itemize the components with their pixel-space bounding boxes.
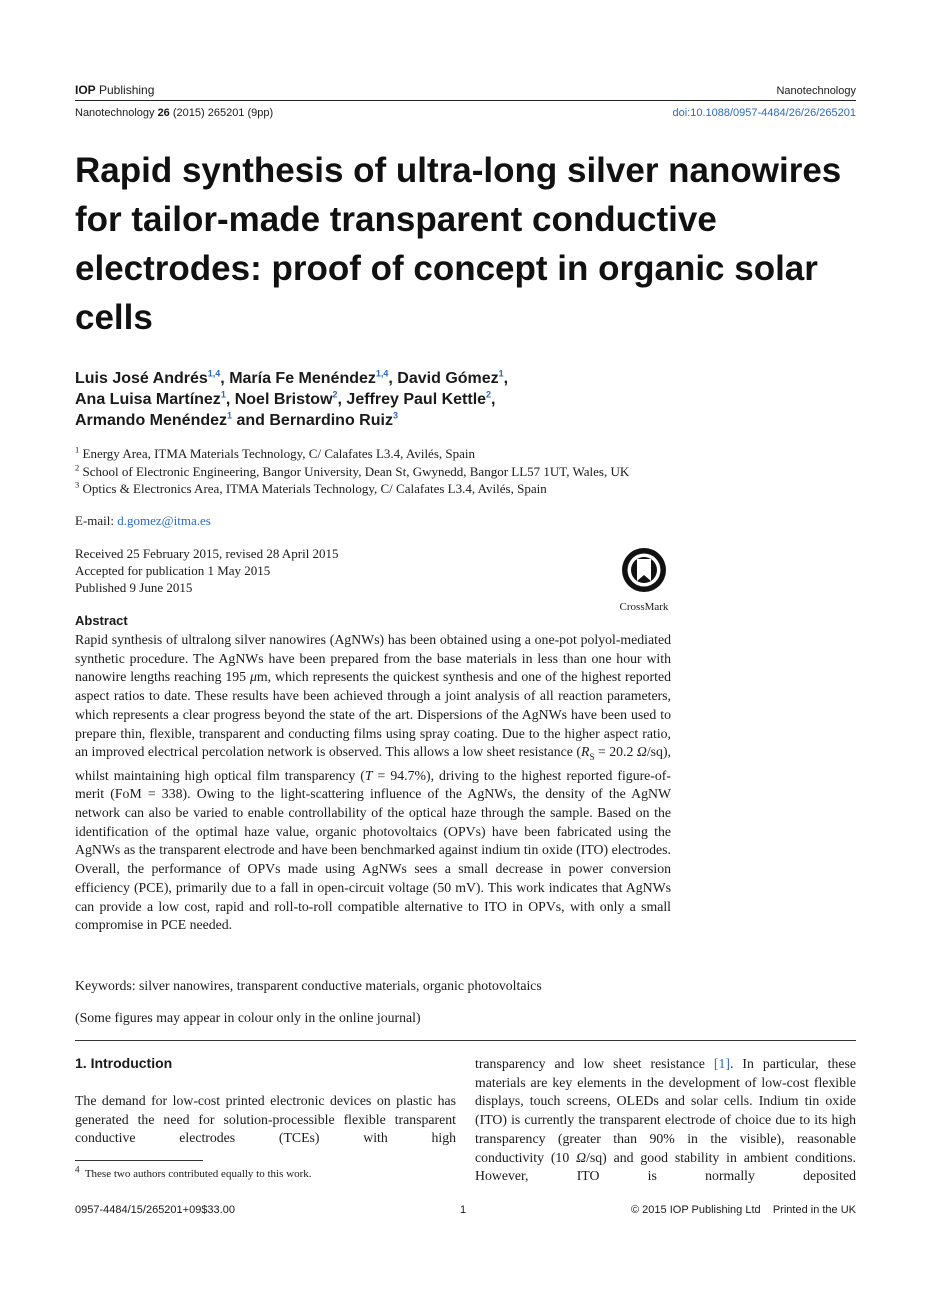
publication-dates: [75, 545, 339, 596]
affiliations: [75, 445, 775, 498]
affiliation-ref[interactable]: 3: [392, 410, 398, 421]
affiliation-ref[interactable]: 1: [498, 368, 504, 379]
header-rule: [75, 100, 856, 101]
intro-column-left: The demand for low-cost printed electronic devices on plastic has generated the need for solution-processible flexible transparent conductive electrodes (TCEs) with high: [75, 1093, 456, 1146]
author: Bernardino Ruiz: [269, 412, 393, 429]
affiliation-item: $^2$ School of Electronic Engineering, Bangor University, Dean St, Gwynedd, Bangor LL57 1UT, Wales, UK: [75, 462, 630, 479]
accepted-date: Accepted for publication 1 May 2015: [75, 563, 271, 578]
email-line: E-mail: d.gomez@itma.es: [75, 513, 211, 528]
keywords: Keywords: silver nanowires, transparent conductive materials, organic photovoltaics: [75, 978, 542, 993]
author-list: Luis José Andrés$^{1,4}$, María Fe Menéndez$^{1,4}$, David Gómez$^1$, Ana Luisa Martínez$^1$, Noel Bristow$^2$, Jeffrey Paul Kettle$^2$, Armando Menéndez$^1$ and Bernardino Ruiz$^3$: [75, 368, 509, 429]
crossmark-icon: [620, 546, 668, 594]
author: María Fe Menéndez: [229, 370, 376, 387]
author: Noel Bristow: [234, 391, 333, 408]
affiliation-ref[interactable]: 2: [332, 389, 338, 400]
affiliation-item: $^1$ Energy Area, ITMA Materials Technology, C/ Calafates L3.4, Avilés, Spain: [75, 444, 476, 461]
author: Luis José Andrés: [75, 370, 208, 387]
received-date: Received 25 February 2015, revised 28 April 2015: [75, 546, 339, 561]
article-title: Rapid synthesis of ultra-long silver nanowires for tailor-made transparent conductive electrodes: proof of concept in organic solar cells: [75, 151, 842, 337]
abstract-text: Rapid synthesis of ultralong silver nanowires (AgNWs) has been obtained using a one-pot polyol-mediated synthetic procedure. The AgNWs have been prepared from the base materials in less than one hour with nanowire lengths reaching 195 μm, which represents the quickest synthesis and one of the highest reported aspect ratios to date. These results have been achieved through a joint analysis of all reaction parameters, which represents a clear progress beyond the state of the art. Dispersions of the AgNWs have been used to prepare thin, flexible, transparent and conducting films using spray coating. Due to the higher aspect ratio, an improved electrical percolation network is observed. This allows a low sheet resistance ($R_S = 20.2$ Ω/sq), whilst maintaining high optical film transparency (T = 94.7%), driving to the highest reported figure-of-merit (FoM = 338). Owing to the light-scattering influence of the AgNWs, the density of the AgNW network can also be varied to enable controllability of the optical haze through the sample. Based on the identification of the optimal haze value, organic photovoltaics (OPVs) have been fabricated using the AgNWs as the transparent electrode and have been benchmarked against indium tin oxide (ITO) electrodes. Overall, the performance of OPVs made using AgNWs sees a small decrease in power conversion efficiency (PCE), primarily due to a fall in open-circuit voltage (50 mV). This work indicates that AgNWs can provide a low cost, rapid and roll-to-roll compatible alternative to ITO in OPVs, with only a small compromise in PCE needed.: [75, 632, 671, 933]
colour-note: (Some figures may appear in colour only in the online journal): [75, 1010, 421, 1025]
doi-link[interactable]: doi:10.1088/0957-4484/26/26/265201: [672, 107, 856, 119]
citation-info: Nanotechnology 26 (2015) 265201 (9pp): [75, 107, 274, 119]
author: Ana Luisa Martínez: [75, 391, 221, 408]
footer-copyright: © 2015 IOP Publishing Ltd Printed in the UK: [631, 1204, 856, 1216]
footer-issn: 0957-4484/15/265201+09$33.00: [75, 1204, 235, 1216]
email-link[interactable]: d.gomez@itma.es: [117, 513, 211, 528]
crossmark-label: CrossMark: [619, 601, 669, 613]
crossmark-button[interactable]: [610, 546, 678, 613]
author: David Gómez: [397, 370, 499, 387]
section-heading: 1. Introduction: [75, 1055, 173, 1071]
affiliation-item: $^3$ Optics & Electronics Area, ITMA Materials Technology, C/ Calafates L3.4, Avilés, Spain: [75, 479, 547, 496]
publisher-logo: IOP Publishing: [75, 83, 155, 97]
footnote: $^4$ These two authors contributed equally to this work.: [75, 1164, 312, 1180]
page-number: 1: [460, 1204, 467, 1216]
affiliation-ref[interactable]: 1: [220, 389, 226, 400]
journal-name: Nanotechnology: [776, 85, 856, 97]
affiliation-ref[interactable]: 1,4: [375, 368, 389, 379]
section-divider: [75, 1040, 856, 1041]
abstract-heading: Abstract: [75, 613, 128, 628]
author: Armando Menéndez: [75, 412, 228, 429]
citation-link[interactable]: [1]: [713, 1056, 730, 1071]
affiliation-ref[interactable]: 1,4: [207, 368, 221, 379]
affiliation-ref[interactable]: 1: [227, 410, 233, 421]
affiliation-ref[interactable]: 2: [486, 389, 492, 400]
published-date: Published 9 June 2015: [75, 580, 193, 595]
author: Jeffrey Paul Kettle: [346, 391, 487, 408]
intro-column-right: transparency and low sheet resistance [1]. In particular, these materials are key elements in the development of low-cost flexible displays, touch screens, OLEDs and solar cells. Indium tin oxide (ITO) is currently the transparent electrode of choice due to its high transparency (greater than 90% in the visible), reasonable conductivity (10 Ω/sq) and good stability in ambient conditions. However, ITO is normally deposited: [475, 1056, 856, 1184]
footnote-rule: [75, 1160, 203, 1161]
